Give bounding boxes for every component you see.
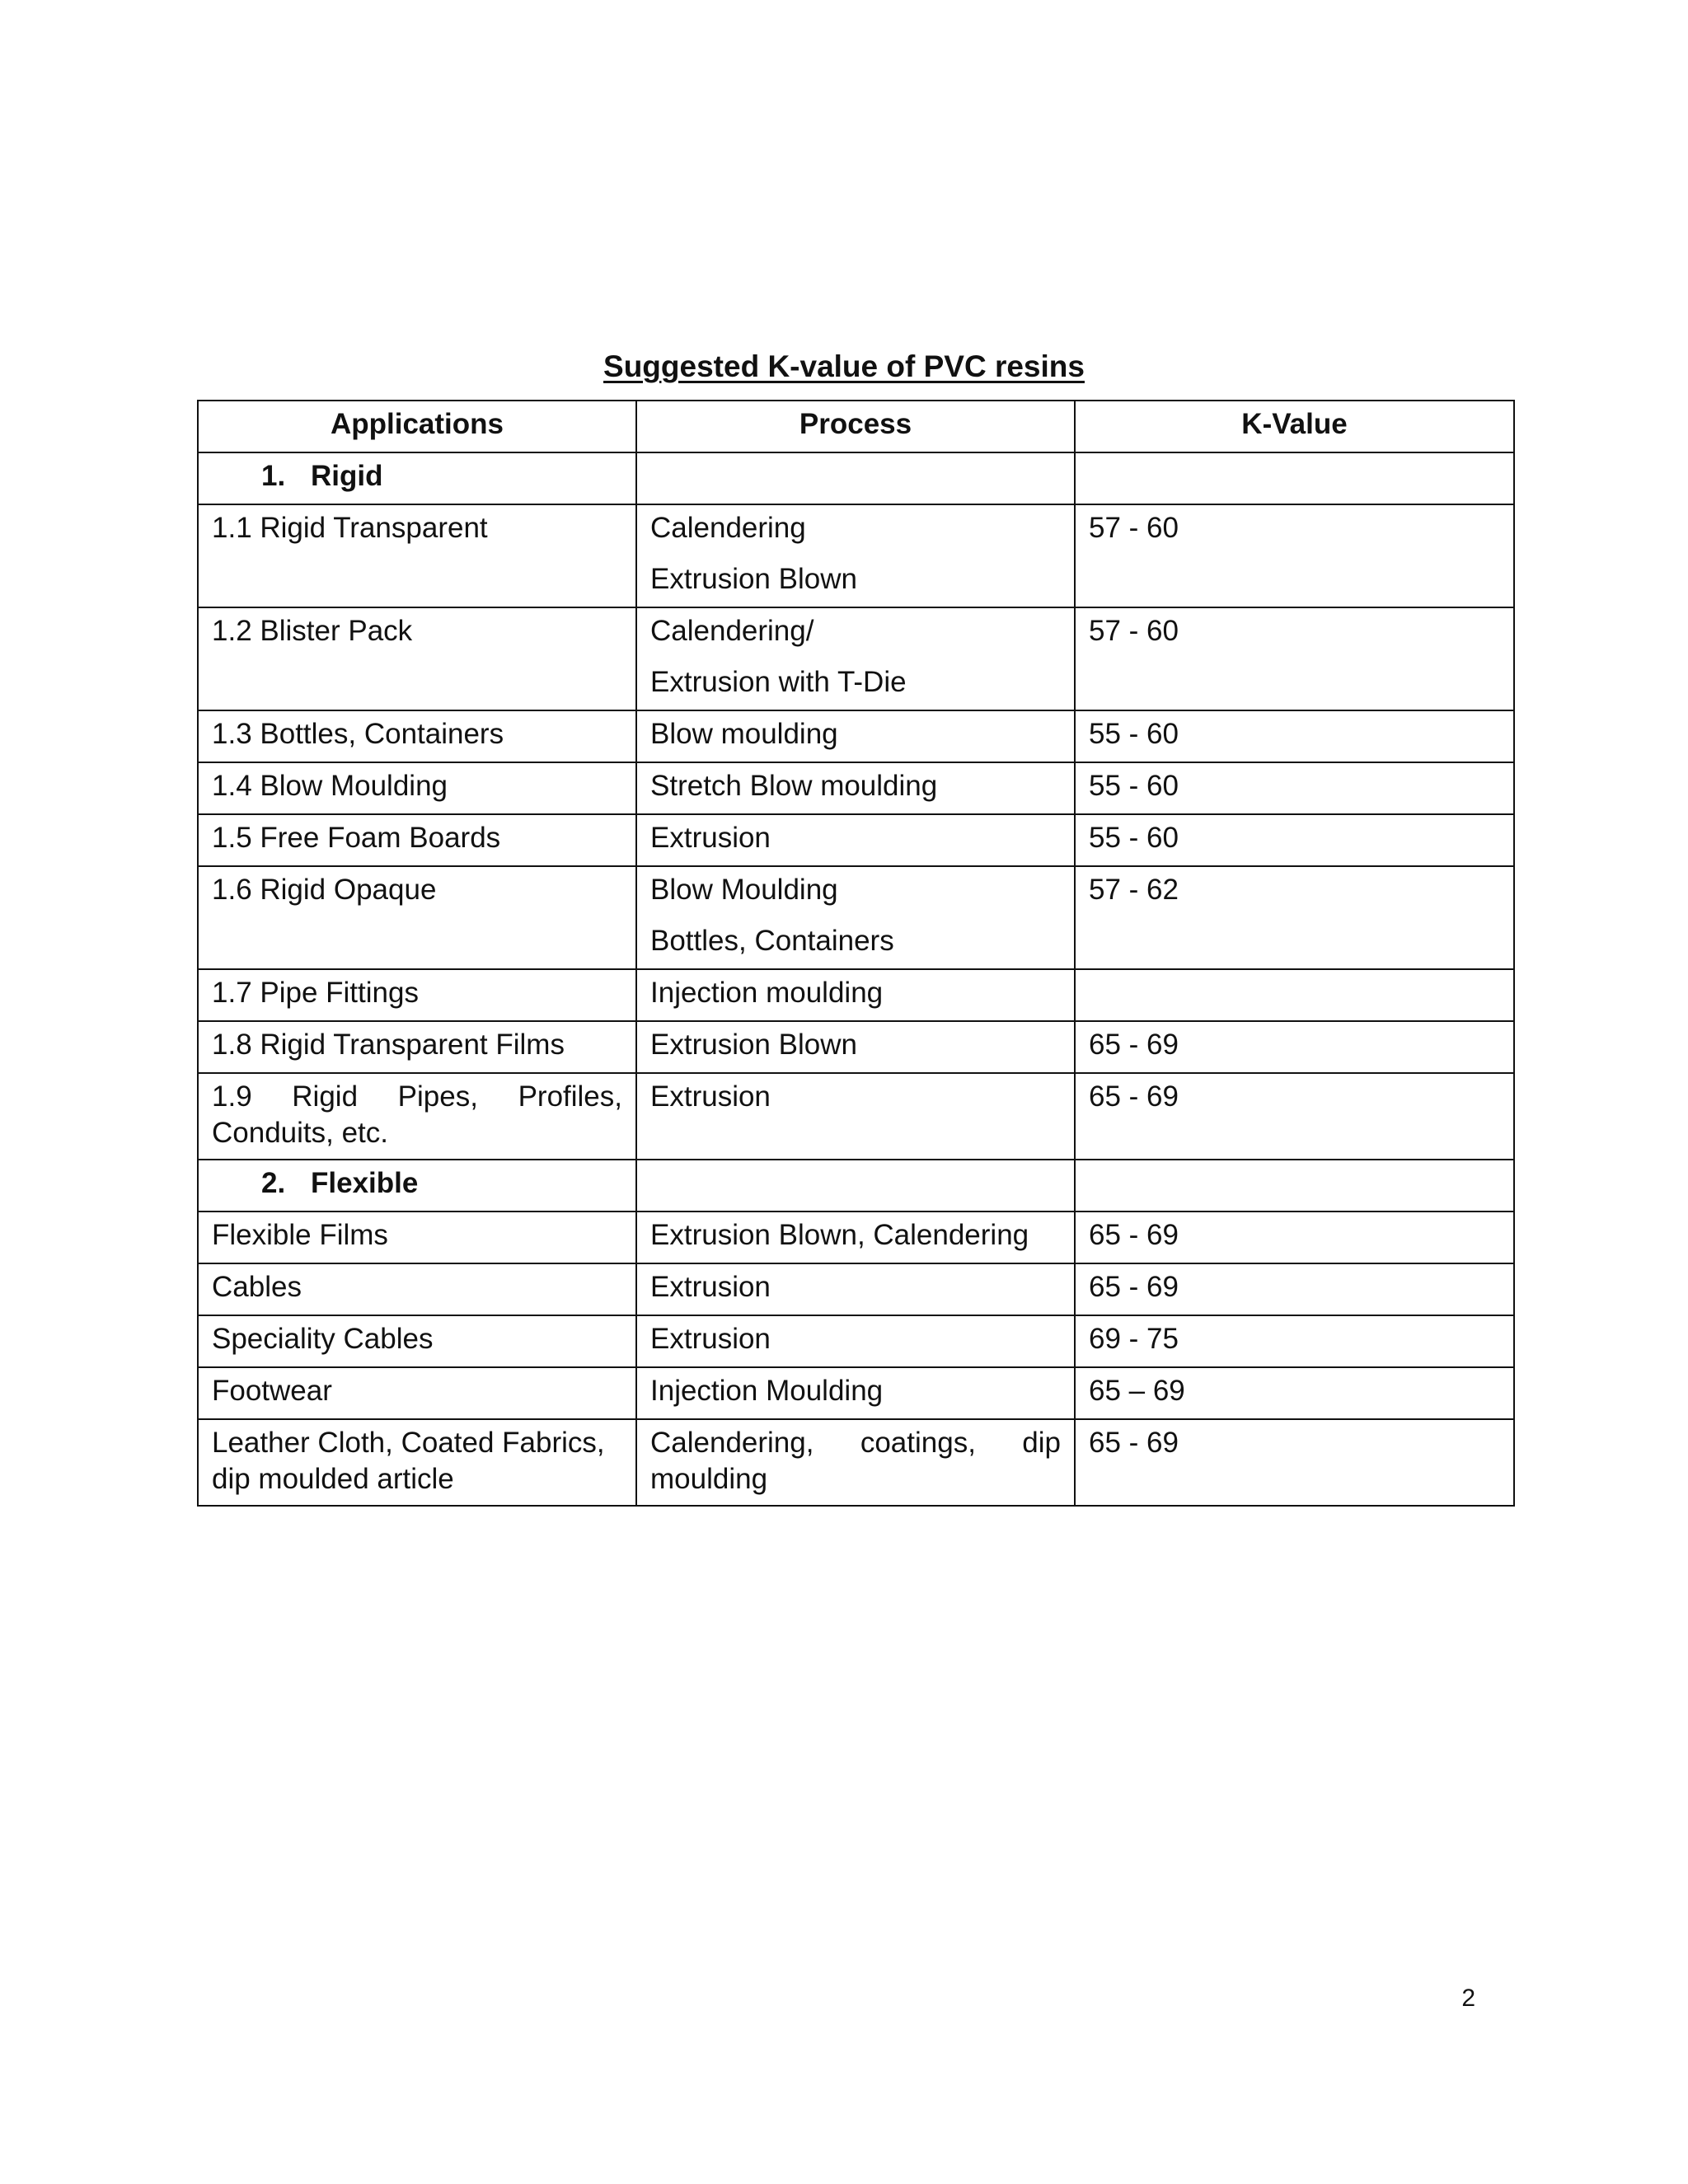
k-value-cell: 57 - 60 (1075, 607, 1514, 710)
k-value-cell: 65 - 69 (1075, 1212, 1514, 1263)
table-row (198, 504, 1514, 607)
empty-cell (636, 452, 1075, 504)
section-row-flexible (198, 1160, 1514, 1212)
process-cell: Extrusion Blown, Calendering (636, 1212, 1075, 1263)
section-number: 1. (261, 460, 286, 492)
application-cell: 1.3 Bottles, Containers (198, 710, 636, 762)
k-value-cell: 55 - 60 (1075, 710, 1514, 762)
k-value-cell: 57 - 60 (1075, 504, 1514, 607)
section-heading-rigid (198, 452, 636, 504)
table-row (198, 762, 1514, 814)
application-cell: Flexible Films (198, 1212, 636, 1263)
column-header-process: Process (636, 401, 1075, 452)
application-cell: 1.2 Blister Pack (198, 607, 636, 710)
k-value-cell: 65 – 69 (1075, 1367, 1514, 1419)
process-line-1: Blow Moulding (650, 874, 838, 906)
process-cell: Injection Moulding (636, 1367, 1075, 1419)
process-cell: Extrusion (636, 1315, 1075, 1367)
k-value-cell: 69 - 75 (1075, 1315, 1514, 1367)
process-line-2: Extrusion with T-Die (650, 666, 907, 698)
process-cell (636, 504, 1075, 607)
page-number: 2 (1461, 1985, 1475, 2012)
process-cell: Calendering, coatings, dip moulding (636, 1419, 1075, 1506)
process-cell: Extrusion (636, 1073, 1075, 1160)
section-label: Flexible (311, 1167, 419, 1199)
table-row (198, 1212, 1514, 1263)
table-row (198, 1073, 1514, 1160)
process-cell: Extrusion (636, 1263, 1075, 1315)
process-cell: Stretch Blow moulding (636, 762, 1075, 814)
table-row (198, 607, 1514, 710)
k-value-cell: 65 - 69 (1075, 1419, 1514, 1506)
application-cell: 1.1 Rigid Transparent (198, 504, 636, 607)
section-row-rigid (198, 452, 1514, 504)
process-line-1: Calendering/ (650, 615, 814, 647)
column-header-applications: Applications (198, 401, 636, 452)
column-header-k-value: K-Value (1075, 401, 1514, 452)
k-value-cell: 65 - 69 (1075, 1021, 1514, 1073)
application-cell: 1.4 Blow Moulding (198, 762, 636, 814)
process-cell: Extrusion Blown (636, 1021, 1075, 1073)
empty-cell (1075, 452, 1514, 504)
table-row (198, 1367, 1514, 1419)
process-cell (636, 607, 1075, 710)
k-value-cell: 55 - 60 (1075, 814, 1514, 866)
section-label: Rigid (311, 460, 383, 492)
application-cell: 1.9 Rigid Pipes, Profiles, Conduits, etc. (198, 1073, 636, 1160)
process-cell: Blow moulding (636, 710, 1075, 762)
table-row (198, 1419, 1514, 1506)
process-line-2: Extrusion Blown (650, 563, 857, 595)
section-number: 2. (261, 1167, 286, 1199)
application-cell: 1.6 Rigid Opaque (198, 866, 636, 969)
k-value-cell: 65 - 69 (1075, 1263, 1514, 1315)
table-row (198, 969, 1514, 1021)
k-value-cell (1075, 969, 1514, 1021)
application-cell: Speciality Cables (198, 1315, 636, 1367)
process-cell: Extrusion (636, 814, 1075, 866)
application-cell: Footwear (198, 1367, 636, 1419)
k-value-table (197, 400, 1515, 1507)
table-row (198, 814, 1514, 866)
section-heading-flexible (198, 1160, 636, 1212)
k-value-cell: 57 - 62 (1075, 866, 1514, 969)
application-cell: 1.8 Rigid Transparent Films (198, 1021, 636, 1073)
table-row (198, 866, 1514, 969)
process-cell: Injection moulding (636, 969, 1075, 1021)
process-cell (636, 866, 1075, 969)
application-cell: Cables (198, 1263, 636, 1315)
table-row (198, 710, 1514, 762)
process-line-1: Calendering (650, 512, 806, 544)
application-cell: 1.5 Free Foam Boards (198, 814, 636, 866)
document-title: Suggested K-value of PVC resins (603, 349, 1085, 383)
table-row (198, 1263, 1514, 1315)
empty-cell (1075, 1160, 1514, 1212)
empty-cell (636, 1160, 1075, 1212)
k-value-cell: 55 - 60 (1075, 762, 1514, 814)
k-value-cell: 65 - 69 (1075, 1073, 1514, 1160)
application-cell: 1.7 Pipe Fittings (198, 969, 636, 1021)
process-line-2: Bottles, Containers (650, 925, 894, 957)
table-row (198, 1021, 1514, 1073)
table-header-row (198, 401, 1514, 452)
table-row (198, 1315, 1514, 1367)
application-cell: Leather Cloth, Coated Fabrics, dip moulded article (198, 1419, 636, 1506)
